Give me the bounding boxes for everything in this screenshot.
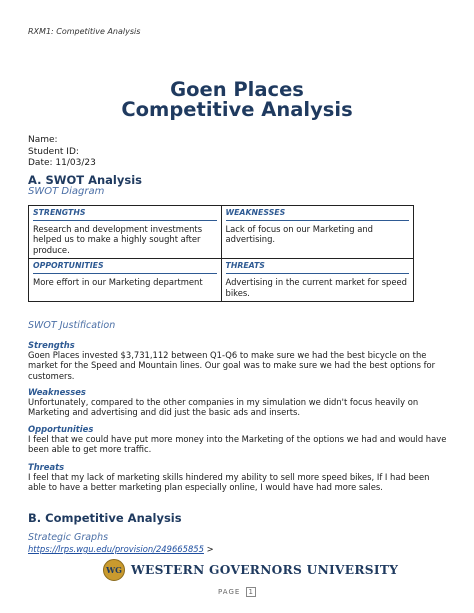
page-label: PAGE [218,588,241,596]
student-id-field: Student ID: [28,146,79,157]
section-a-heading: A. SWOT Analysis [28,173,142,187]
name-field: Name: [28,135,58,145]
justification-weaknesses [28,387,448,418]
swot-opportunities-cell [29,259,222,302]
justification-opportunities-text: I feel that we could have put more money into the Marketing of the options we had and would have been able to get more traffic. [28,434,447,455]
running-head: RXM1: Competitive Analysis [28,27,141,36]
weaknesses-text: Lack of focus on our Marketing and advertising. [225,223,373,245]
threats-label: THREATS [226,261,410,274]
section-b-heading: B. Competitive Analysis [28,511,182,525]
swot-diagram-subheading: SWOT Diagram [28,186,105,197]
justification-strengths-text: Goen Places invested $3,731,112 between Q1-Q6 to make sure we had the best bicycle on the market for the Speed and Mountain lines. Our goal was to make sure we had the best options for customers. [28,350,436,381]
strengths-label: STRENGTHS [33,208,217,221]
justification-opportunities-label: Opportunities [28,424,94,434]
page-number: 1 [246,587,256,597]
strategic-graphs-link[interactable]: https://lrps.wgu.edu/provision/249665855 [28,544,204,554]
justification-opportunities [28,424,448,455]
swot-threats-cell [221,259,414,302]
swot-weaknesses-cell [221,206,414,259]
opportunities-text: More effort in our Marketing department [33,276,203,287]
justification-threats [28,462,448,493]
doc-title-line1: Goen Places [170,78,304,101]
page-footer [0,587,474,597]
strategic-graphs-link-line [28,544,214,554]
justification-strengths-label: Strengths [28,340,75,350]
justification-threats-text: I feel that my lack of marketing skills hindered my ability to sell more speed bikes, If I had been able to have a better marketing plan especially online, I would have had more sales. [28,472,430,493]
opportunities-label: OPPORTUNITIES [33,261,217,274]
strengths-text: Research and development investments helped us to make a highly sought after produce. [33,223,203,255]
weaknesses-label: WEAKNESSES [226,208,410,221]
justification-strengths [28,340,448,381]
justification-weaknesses-label: Weaknesses [28,387,86,397]
wgu-logo-text: WESTERN GOVERNORS UNIVERSITY [131,563,399,577]
swot-strengths-cell [29,206,222,259]
threats-text: Advertising in the current market for speed bikes. [225,276,407,298]
link-suffix: > [203,544,214,554]
strategic-graphs-subheading: Strategic Graphs [28,532,109,543]
swot-table [28,205,414,302]
wgu-seal-icon: WG [103,559,125,581]
date-field: Date: 11/03/23 [28,158,96,169]
doc-title-line2: Competitive Analysis [121,98,353,121]
justification-weaknesses-text: Unfortunately, compared to the other companies in my simulation we didn't focus heavily on Marketing and advertising and did just the basic ads and inserts. [28,397,419,418]
student-meta [28,135,96,170]
justification-threats-label: Threats [28,462,65,472]
swot-justification-title: SWOT Justification [28,320,116,331]
wgu-logo [103,557,398,583]
